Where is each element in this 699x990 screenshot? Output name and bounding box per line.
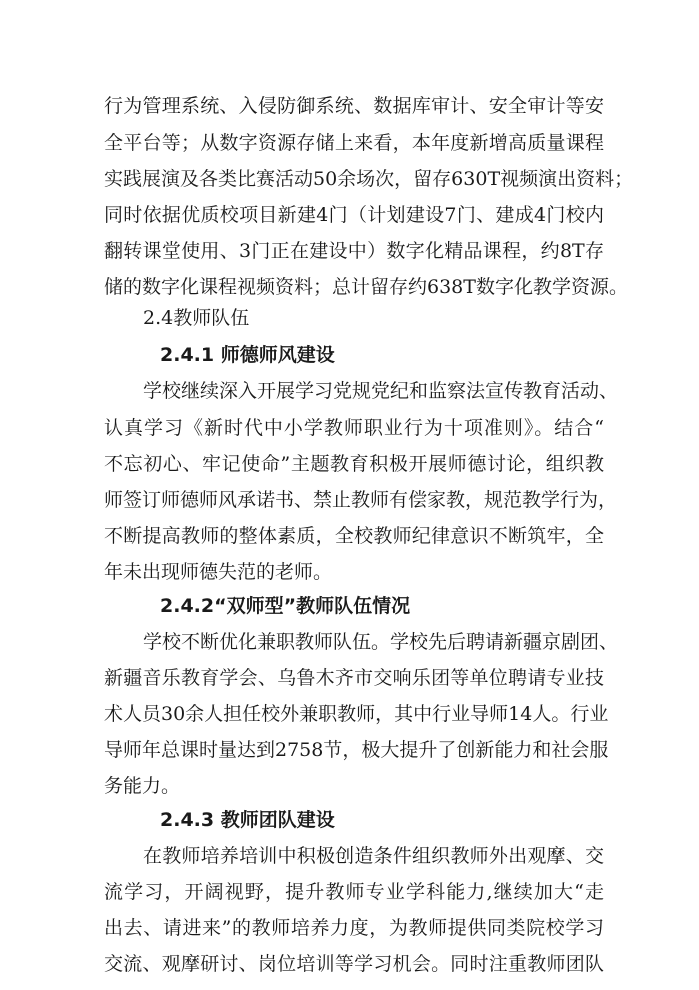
paragraph-line: 交流、观摩研讨、岗位培训等学习机会。同时注重教师团队 xyxy=(104,953,604,975)
paragraph-line: 行为管理系统、入侵防御系统、数据库审计、安全审计等安 xyxy=(104,95,604,117)
paragraph-line: 在教师培养培训中积极创造条件组织教师外出观摩、交 xyxy=(143,845,604,867)
paragraph-line: 翻转课堂使用、3门正在建设中）数字化精品课程，约8T存 xyxy=(104,240,604,262)
paragraph-line: 务能力。 xyxy=(104,775,181,797)
section-heading-2-4-1: 2.4.1 师德师风建设 xyxy=(160,344,335,366)
paragraph-line: 实践展演及各类比赛活动50余场次，留存630T视频演出资料； xyxy=(104,168,634,190)
paragraph-line: 学校继续深入开展学习党规党纪和监察法宣传教育活动、 xyxy=(143,380,619,402)
paragraph-line: 新疆音乐教育学会、乌鲁木齐市交响乐团等单位聘请专业技 xyxy=(104,667,604,689)
paragraph-line: 认真学习《新时代中小学教师职业行为十项准则》。结合“ xyxy=(104,417,604,439)
paragraph-line: 全平台等；从数字资源存储上来看，本年度新增高质量课程 xyxy=(104,132,604,154)
paragraph-line: 年未出现师德失范的老师。 xyxy=(104,561,333,583)
section-heading-2-4: 2.4教师队伍 xyxy=(143,307,250,329)
paragraph-line: 术人员30余人担任校外兼职教师，其中行业导师14人。行业 xyxy=(104,703,609,725)
paragraph-line: 同时依据优质校项目新建4门（计划建设7门、建成4门校内 xyxy=(104,204,604,226)
paragraph-line: 不断提高教师的整体素质，全校教师纪律意识不断筑牢，全 xyxy=(104,525,604,547)
paragraph-line: 不忘初心、牢记使命”主题教育积极开展师德讨论，组织教 xyxy=(104,453,604,475)
paragraph-line: 出去、请进来”的教师培养力度，为教师提供同类院校学习 xyxy=(104,917,604,939)
paragraph-line: 师签订师德师风承诺书、禁止教师有偿家教，规范教学行为， xyxy=(104,489,618,511)
section-heading-2-4-2: 2.4.2“双师型”教师队伍情况 xyxy=(160,595,411,617)
paragraph-line: 学校不断优化兼职教师队伍。学校先后聘请新疆京剧团、 xyxy=(143,631,619,653)
section-heading-2-4-3: 2.4.3 教师团队建设 xyxy=(160,809,335,831)
paragraph-line: 流学习，开阔视野，提升教师专业学科能力,继续加大“走 xyxy=(104,881,604,903)
paragraph-line: 储的数字化课程视频资料；总计留存约638T数字化教学资源。 xyxy=(104,276,628,298)
paragraph-line: 导师年总课时量达到2758节，极大提升了创新能力和社会服 xyxy=(104,739,609,761)
